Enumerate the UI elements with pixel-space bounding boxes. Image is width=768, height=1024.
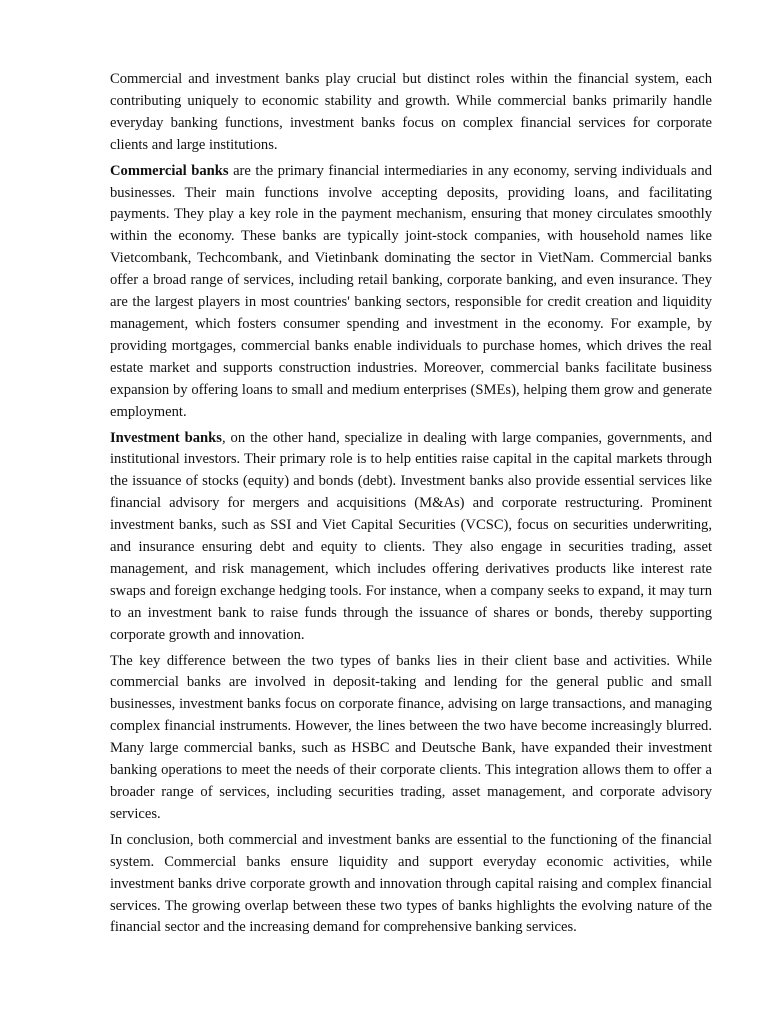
paragraph-introduction: [110, 69, 712, 157]
paragraph-text: The key difference between the two types of banks lies in their client base and activities. While commercial banks are involved in deposit-taking and lending for the general public and small businesses, investment banks focus on corporate finance, advising on large transactions, and managing complex financial instruments. However, the lines between the two have become increasingly blurred. Many large commercial banks, such as HSBC and Deutsche Bank, have expanded their investment banking operations to meet the needs of their corporate clients. This integration allows them to offer a broader range of services, including securities trading, asset management, and corporate advisory services.: [110, 652, 712, 822]
paragraph-commercial-banks: [110, 161, 712, 424]
paragraph-text: Commercial and investment banks play crucial but distinct roles within the financial system, each contributing uniquely to economic stability and growth. While commercial banks primarily handle everyday banking functions, investment banks focus on complex financial services for corporate clients and large institutions.: [110, 71, 712, 153]
paragraph-key-difference: [110, 651, 712, 826]
paragraph-investment-banks: [110, 428, 712, 647]
paragraph-text: are the primary financial intermediaries in any economy, serving individuals and businesses. Their main functions involve accepting deposits, providing loans, and facilitating payments. They play a key role in the payment mechanism, ensuring that money circulates smoothly within the economy. These banks are typically joint-stock companies, with household names like Vietcombank, Techcombank, and Vietinbank dominating the sector in VietNam. Commercial banks offer a broad range of services, including retail banking, corporate banking, and even insurance. They are the largest players in most countries' banking sectors, responsible for credit creation and liquidity management, which fosters consumer spending and investment in the economy. For example, by providing mortgages, commercial banks enable individuals to purchase homes, which drives the real estate market and supports construction industries. Moreover, commercial banks facilitate business expansion by offering loans to small and medium enterprises (SMEs), helping them grow and generate employment.: [110, 162, 712, 420]
paragraph-lead-term: Commercial banks: [110, 162, 229, 179]
paragraph-text: , on the other hand, specialize in dealing with large companies, governments, and institutional investors. Their primary role is to help entities raise capital in the capital markets through the issuance of stocks (equity) and bonds (debt). Investment banks also provide essential services like financial advisory for mergers and acquisitions (M&As) and corporate restructuring. Prominent investment banks, such as SSI and Viet Capital Securities (VCSC), focus on securities underwriting, and insurance ensuring debt and equity to clients. They also engage in securities trading, asset management, and risk management, which includes offering derivatives products like interest rate swaps and foreign exchange hedging tools. For instance, when a company seeks to expand, it may turn to an investment bank to raise funds through the issuance of shares or bonds, thereby supporting corporate growth and innovation.: [110, 429, 712, 643]
paragraph-conclusion: [110, 830, 712, 940]
paragraph-text: In conclusion, both commercial and investment banks are essential to the functioning of the financial system. Commercial banks ensure liquidity and support everyday economic activities, while investment banks drive corporate growth and innovation through capital raising and complex financial services. The growing overlap between these two types of banks highlights the evolving nature of the financial sector and the increasing demand for comprehensive banking services.: [110, 831, 712, 936]
paragraph-lead-term: Investment banks: [110, 429, 222, 446]
document-page: [110, 69, 712, 943]
